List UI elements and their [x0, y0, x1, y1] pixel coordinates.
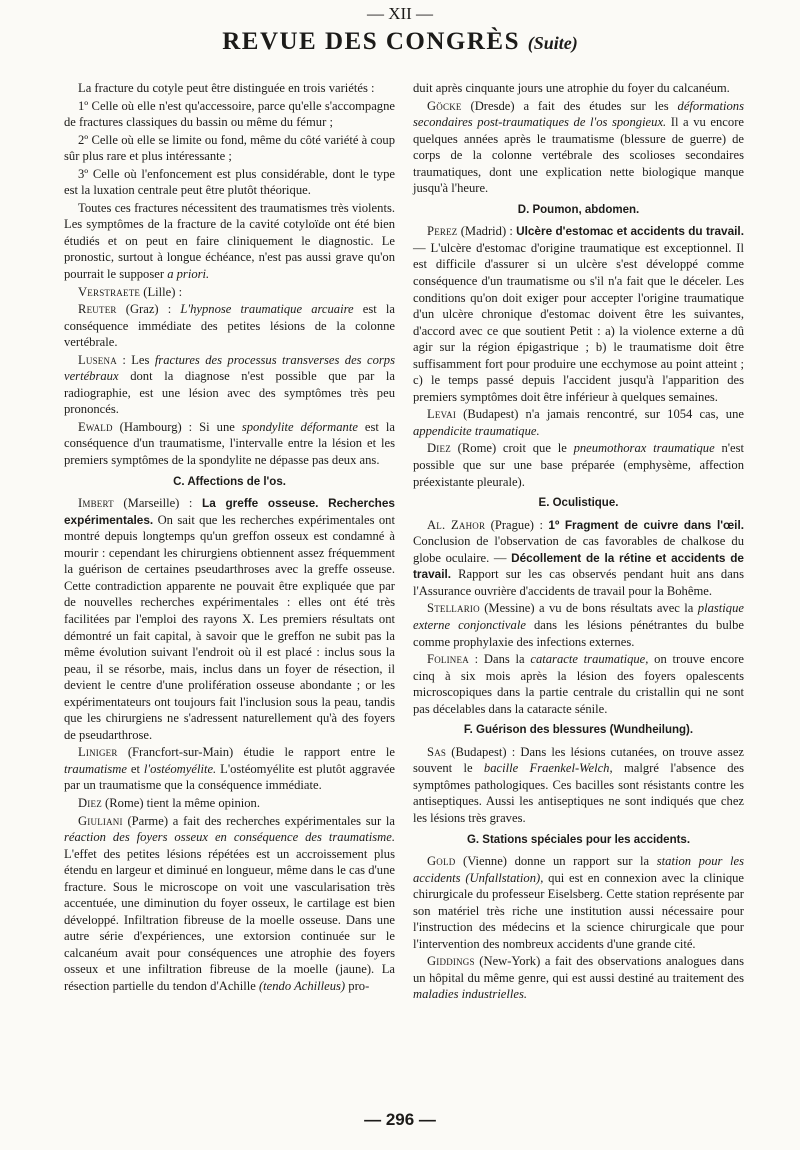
paragraph: Toutes ces fractures nécessitent des traumatismes très violents. Les symptômes de la fracture de la cavité cotyloïde ont été bien étudiés et on peut en faire cliniquement le diagnostic. Le pronostic, surtout à longue échéance, n'est pas aussi grave qu'on pourrait le supposer a priori. — [64, 200, 395, 282]
paragraph: Perez (Madrid) : Ulcère d'estomac et accidents du travail. — L'ulcère d'estomac d'origine traumatique est exceptionnel. Il est difficile d'assurer si un ulcère s'est développé comme conséquence d'un traumatisme ou s'il n'a fait que le déceler. Les conditions qu'on doit exiger pour accepter l'origine traumatique d'un ulcère chronique d'estomac doivent être les suivantes, d'accord avec ce que soutient Petit : a) la violence externe a dû agir sur la région épigastrique ; b) le traumatisme doit être suffisamment fort pour produire une ecchymose au point atteint ; c) le temps passé depuis l'accident jusqu'à l'apparition des premiers symptômes doit être inférieur à quelques semaines. — [413, 224, 744, 404]
paragraph: Diez (Rome) tient la même opinion. — [78, 795, 260, 810]
page-number: — 296 — — [364, 1110, 436, 1129]
paragraph: Giuliani (Parme) a fait des recherches expérimentales sur la réaction des foyers osseux en conséquence des traumatisme. L'effet des petites lésions répétées est un accroissement plus étendu en largeur et diminué en longueur, même dans le cas d'une fracture. Sous le microscope on voit une vascularisation très accentuée, une diminution du foyer osseux, le cartilage est bien développé. Infiltration fibreuse de la moelle osseuse. Dans une autre série d'expériences, une extorsion continuée sur le calcanéum avait pour conséquences une atrophie des foyers osseux et une infiltration fibreuse de la moelle (jaune). La résection partielle du tendon d'Achille (tendo Achilleus) pro- — [64, 813, 396, 993]
page-title: REVUE DES CONGRÈS (Suite) — [222, 28, 578, 55]
paragraph: 2º Celle où elle se limite ou fond, même du côté variété à coup sûr plus rare et plus intéressante ; — [64, 132, 395, 164]
paragraph: Stellario (Messine) a vu de bons résultats avec la plastique externe conjonctivale dans les lésions pénétrantes du bulbe comme prophylaxie des infections externes. — [413, 601, 745, 649]
paragraph: Reuter (Graz) : L'hypnose traumatique arcuaire est la conséquence immédiate des petites lésions de la colonne vertébrale. — [64, 302, 395, 350]
section-heading-g: G. Stations spéciales pour les accidents. — [466, 833, 691, 846]
section-heading-e: E. Oculistique. — [538, 497, 619, 510]
section-heading-d: D. Poumon, abdomen. — [517, 203, 640, 216]
paragraph: La fracture du cotyle peut être distinguée en trois variétés : — [78, 81, 375, 95]
paragraph: Sas (Budapest) : Dans les lésions cutanées, on trouve assez souvent le bacille Fraenkel-Welch, malgré l'absence des symptômes pathologiques. Ces bacilles sont résistants contre les antiseptiques. Aussi les antiseptiques ne sont indiqués que chez les lésions très graves. — [413, 744, 745, 825]
paragraph: Levai (Budapest) n'a jamais rencontré, sur 1054 cas, une appendicite traumatique. — [413, 407, 744, 438]
paragraph: Gold (Vienne) donne un rapport sur la station pour les accidents (Unfallstation), qui est en connexion avec la clinique chirurgicale du professeur Eiselsberg. Cette station représente par son matériel très riche une institution aussi nécessaire pour l'instruction des médecins et la science chirurgicale que pour l'intervention des nombreux accidents d'une grande cité. — [413, 854, 745, 951]
paragraph: 3º Celle où l'enfoncement est plus considérable, dont le type est la luxation centrale peut être plutôt théorique. — [64, 166, 395, 198]
left-column — [64, 80, 395, 1003]
title-suite: (Suite) — [527, 33, 578, 53]
section-heading-c: C. Affections de l'os. — [173, 475, 286, 488]
paragraph: Lusena : Les fractures des processus transverses des corps vertébraux dont la diagnose n'est possible que par la radiographie, est une lésion avec des symptômes très peu prononcés. — [64, 352, 395, 417]
paragraph: Al. Zahor (Prague) : 1º Fragment de cuivre dans l'œil. Conclusion de l'observation de cas favorables de chalkose du globe oculaire. — Décollement de la rétine et accidents de travail. Rapport sur les cas observés pendant huit ans dans l'Assurance ouvrière d'accidents de travail pour la Bohême. — [413, 517, 744, 598]
paragraph: Verstraete (Lille) : — [78, 284, 183, 299]
paragraph: Liniger (Francfort-sur-Main) étudie le rapport entre le traumatisme et l'ostéomyélite. L'ostéomyélite est plutôt aggravée par un traumatisme que la conséquence immédiate. — [64, 745, 395, 793]
paragraph: Göcke (Dresde) a fait des études sur les déformations secondaires post-traumatiques de l'os spongieux. Il a vu encore quelques années après le traumatisme (blessure de guerre) de corps de la colonne vertébrale des scolioses secondaires traumatiques, dont une explication nette biologique manque jusqu'à l'heure. — [413, 98, 744, 196]
section-heading-f: F. Guérison des blessures (Wundheilung). — [463, 724, 694, 737]
page-roman-number: — XII — — [366, 4, 434, 23]
right-column — [413, 80, 744, 1003]
paragraph: Folinea : Dans la cataracte traumatique, on trouve encore cinq à six mois après la lésion des foyers opalescents microscopiques dans la partie centrale du cristallin qui ne sont pas décelables dans la cataracte sénile. — [413, 652, 744, 716]
paragraph: Diez (Rome) croit que le pneumothorax traumatique n'est possible que sur une base préparée (emphysème, affection préexistante pleurale). — [413, 441, 745, 489]
paragraph: duit après cinquante jours une atrophie du foyer du calcanéum. — [413, 81, 730, 95]
paragraph: Imbert (Marseille) : La greffe osseuse. Recherches expérimentales. On sait que les recherches expérimentales ont montré depuis longtemps qu'un greffon osseux est condamné à mourir : cependant les chirurgiens obtiennent assez fréquemment la guérison de certaines pseudarthroses avec la greffe osseuse. Cette contradiction apparente ne pouvait être expliquée que par de nouvelles recherches expérimentales : elles ont été très facilitées par l'emploi des rayons X. Les premiers résultats ont démontré un fait capital, à savoir que le greffon ne subit pas la même évolution suivant l'endroit où il est placé : inclus sous la peau, il se résorbe, mais, inclus dans un foyer de résection, il devient le centre d'une prolifération osseuse abondante ; or les expérimentateurs ont toujours fait l'inclusion sous la peau, tandis que les chirurgiens ne s'adressent naturellement qu'à des foyers de pseudarthrose. — [64, 496, 395, 742]
paragraph: 1º Celle où elle n'est qu'accessoire, parce qu'elle s'accompagne de fractures classiques du bassin ou même du fémur ; — [64, 98, 395, 130]
paragraph: Ewald (Hambourg) : Si une spondylite déformante est la conséquence d'un traumatisme, l'intervalle entre la lésion et les premiers symptômes de la spondylite ne dépasse pas deux ans. — [64, 419, 395, 468]
article-columns — [64, 80, 744, 1003]
paragraph: Giddings (New-York) a fait des observations analogues dans un hôpital du même genre, qui est aussi destiné au traitement des maladies industrielles. — [413, 954, 744, 1002]
